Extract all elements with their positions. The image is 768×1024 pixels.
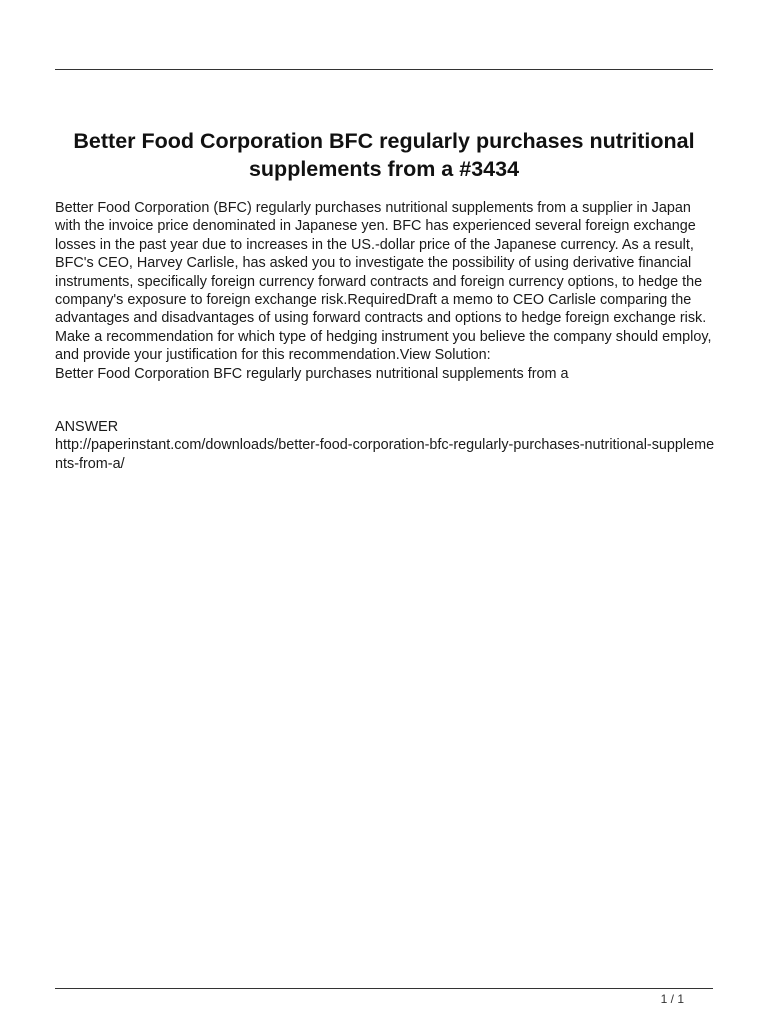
body-paragraph: Better Food Corporation (BFC) regularly purchases nutritional supplements from a supplier in Japan with the invoice price denominated in Japanese yen. BFC has experienced several foreign exchange losses in the past year due to increases in the US.-dollar price of the Japanese currency. As a result, BFC's CEO, Harvey Carlisle, has asked you to investigate the possibility of using derivative financial instruments, specifically foreign currency forward contracts and foreign currency options, to hedge the company's exposure to foreign exchange risk.RequiredDraft a memo to CEO Carlisle comparing the advantages and disadvantages of using forward contracts and options to hedge foreign exchange risk. Make a recommendation for which type of hedging instrument you believe the company should employ, and provide your justification for this recommendation.View Solution: <box>55 200 712 364</box>
body-subtitle-line: Better Food Corporation BFC regularly purchases nutritional supplements from a <box>55 365 569 382</box>
bottom-divider <box>55 988 713 989</box>
answer-label: ANSWER <box>55 419 119 435</box>
page-number: 1 / 1 <box>660 992 684 1006</box>
document-body <box>55 199 720 383</box>
answer-section <box>55 418 720 473</box>
page-title: Better Food Corporation BFC regularly purchases nutritional supplements from a #3434 <box>73 129 695 181</box>
answer-link[interactable]: http://paperinstant.com/downloads/better-food-corporation-bfc-regularly-purchases-nutritional-supplements-from-a/ <box>55 437 715 472</box>
top-divider <box>55 69 713 70</box>
